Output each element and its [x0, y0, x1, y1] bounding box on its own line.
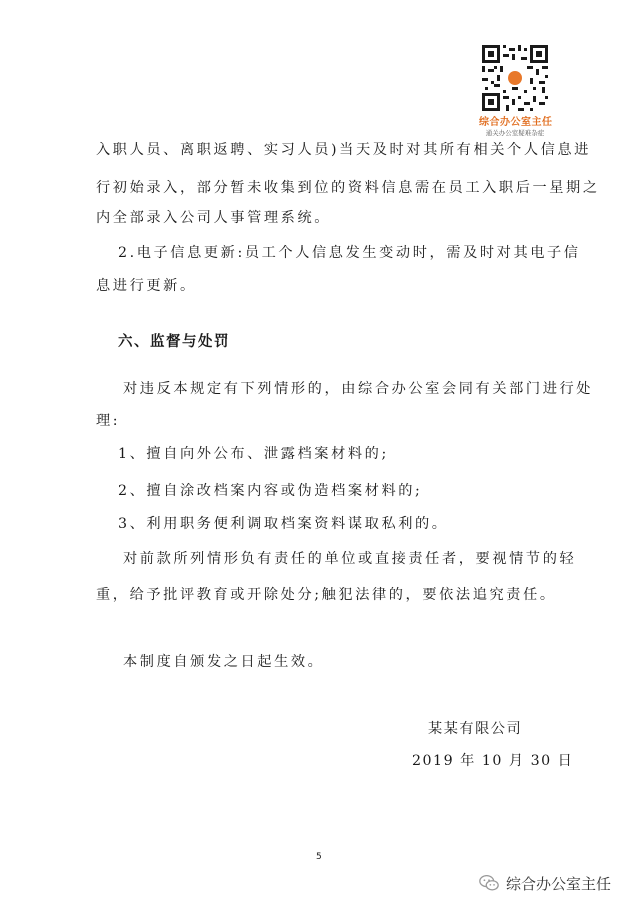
watermark-text: 综合办公室主任 — [506, 874, 612, 893]
section-line-1: 对违反本规定有下列情形的，由综合办公室会同有关部门进行处 — [123, 381, 594, 397]
qr-code-block — [479, 45, 551, 137]
section-line-2: 理: — [96, 413, 121, 429]
body-line-3: 内全部录入公司人事管理系统。 — [96, 210, 332, 226]
section-item-3: 3、利用职务便利调取档案资料谋取私利的。 — [118, 516, 449, 532]
section-item-2: 2、擅自涂改档案内容或伪造档案材料的; — [118, 483, 423, 499]
page-number: 5 — [316, 852, 322, 862]
body-line-1: 入职人员、离职返聘、实习人员)当天及时对其所有相关个人信息进 — [96, 142, 591, 158]
body-line-5: 息进行更新。 — [96, 278, 197, 294]
section-item-1: 1、擅自向外公布、泄露档案材料的; — [118, 446, 389, 462]
company-name: 某某有限公司 — [428, 721, 523, 737]
section-heading: 六、监督与处罚 — [118, 334, 230, 350]
qr-code-icon — [482, 45, 548, 111]
brand-slogan: 通关办公室疑难杂症 — [485, 129, 545, 137]
section-line-6: 对前款所列情形负有责任的单位或直接责任者，要视情节的轻 — [123, 551, 577, 567]
section-line-7: 重，给予批评教育或开除处分;触犯法律的，要依法追究责任。 — [96, 587, 557, 603]
watermark — [478, 872, 611, 894]
document-date: 2019 年 10 月 30 日 — [412, 753, 574, 769]
effective-line: 本制度自颁发之日起生效。 — [123, 654, 325, 670]
wechat-icon — [478, 872, 500, 894]
body-line-2: 行初始录入，部分暂未收集到位的资料信息需在员工入职后一星期之 — [96, 180, 600, 196]
brand-title: 综合办公室主任 — [479, 117, 553, 128]
logo-icon — [506, 69, 524, 87]
body-line-4: 2.电子信息更新:员工个人信息发生变动时，需及时对其电子信 — [118, 245, 581, 261]
